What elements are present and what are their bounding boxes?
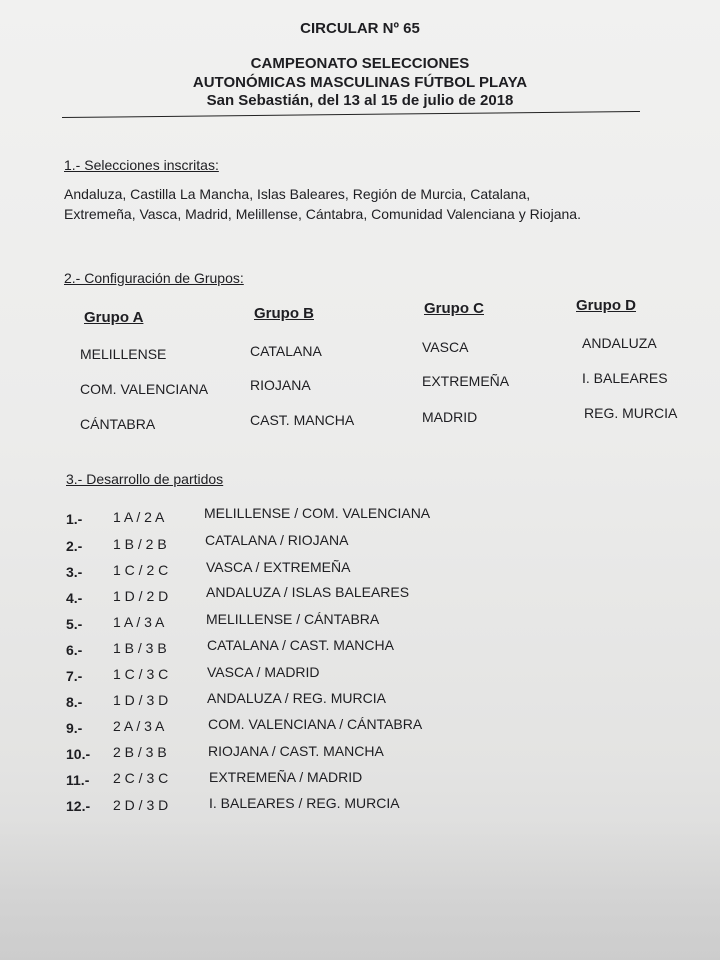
match-code: 1 D / 2 D [113, 588, 169, 604]
match-teams: VASCA / EXTREMEÑA [206, 559, 351, 575]
match-code: 2 A / 3 A [113, 718, 165, 734]
match-teams: MELILLENSE / CÁNTABRA [206, 611, 380, 627]
section-2-title: 2.- Configuración de Grupos: [64, 270, 244, 286]
section-1-line-1: Andaluza, Castilla La Mancha, Islas Baleares, Región de Murcia, Catalana, [64, 186, 531, 202]
match-number: 9.- [66, 720, 83, 736]
match-number: 4.- [66, 590, 83, 606]
match-teams: CATALANA / RIOJANA [205, 532, 349, 548]
match-code: 1 A / 3 A [113, 614, 165, 630]
match-code: 2 C / 3 C [113, 770, 169, 786]
match-number: 12.- [66, 798, 91, 814]
match-code: 1 B / 3 B [113, 640, 167, 656]
match-teams: CATALANA / CAST. MANCHA [207, 637, 394, 653]
group-c-team-2: EXTREMEÑA [422, 373, 510, 389]
group-b-team-3: CAST. MANCHA [250, 412, 355, 428]
match-teams: RIOJANA / CAST. MANCHA [208, 743, 384, 759]
match-number: 6.- [66, 642, 83, 658]
section-3-title: 3.- Desarrollo de partidos [66, 471, 224, 487]
match-number: 8.- [66, 694, 83, 710]
match-code: 1 C / 2 C [113, 562, 169, 578]
match-number: 11.- [66, 772, 90, 788]
group-d-team-2: I. BALEARES [582, 370, 668, 386]
group-a-header: Grupo A [84, 309, 144, 326]
group-d-team-3: REG. MURCIA [584, 405, 678, 421]
match-number: 5.- [66, 616, 83, 632]
match-number: 1.- [66, 511, 83, 527]
match-code: 1 D / 3 D [113, 692, 169, 708]
match-number: 7.- [66, 668, 83, 684]
group-a-team-2: COM. VALENCIANA [80, 381, 209, 397]
match-number: 3.- [66, 564, 83, 580]
circular-number: CIRCULAR Nº 65 [300, 20, 420, 37]
group-a-team-3: CÁNTABRA [80, 416, 156, 432]
match-code: 1 B / 2 B [113, 536, 167, 552]
match-number: 10.- [66, 746, 91, 762]
group-a-team-1: MELILLENSE [80, 346, 167, 362]
match-code: 2 B / 3 B [113, 744, 167, 760]
match-teams: EXTREMEÑA / MADRID [209, 769, 363, 785]
match-teams: I. BALEARES / REG. MURCIA [209, 795, 400, 811]
group-b-team-1: CATALANA [250, 343, 322, 359]
match-teams: MELILLENSE / COM. VALENCIANA [204, 505, 431, 521]
match-number: 2.- [66, 538, 83, 554]
header-rule [62, 111, 640, 118]
group-c-team-3: MADRID [422, 409, 478, 425]
group-b-header: Grupo B [254, 305, 314, 322]
section-1-title: 1.- Selecciones inscritas: [64, 157, 219, 173]
section-1-line-2: Extremeña, Vasca, Madrid, Melillense, Cántabra, Comunidad Valenciana y Riojana. [64, 206, 581, 222]
title-line-2: AUTONÓMICAS MASCULINAS FÚTBOL PLAYA [192, 74, 528, 91]
group-c-team-1: VASCA [422, 339, 469, 355]
group-d-header: Grupo D [576, 297, 636, 314]
match-code: 2 D / 3 D [113, 797, 169, 813]
match-code: 1 C / 3 C [113, 666, 169, 682]
title-line-1: CAMPEONATO SELECCIONES [250, 55, 470, 72]
match-code: 1 A / 2 A [113, 509, 165, 525]
group-c-header: Grupo C [424, 300, 484, 317]
match-teams: COM. VALENCIANA / CÁNTABRA [208, 716, 423, 732]
match-teams: VASCA / MADRID [207, 664, 320, 680]
group-d-team-1: ANDALUZA [582, 335, 657, 351]
match-teams: ANDALUZA / REG. MURCIA [207, 690, 386, 706]
group-b-team-2: RIOJANA [250, 377, 311, 393]
title-line-3: San Sebastián, del 13 al 15 de julio de 2018 [206, 92, 514, 109]
match-teams: ANDALUZA / ISLAS BALEARES [206, 584, 410, 600]
